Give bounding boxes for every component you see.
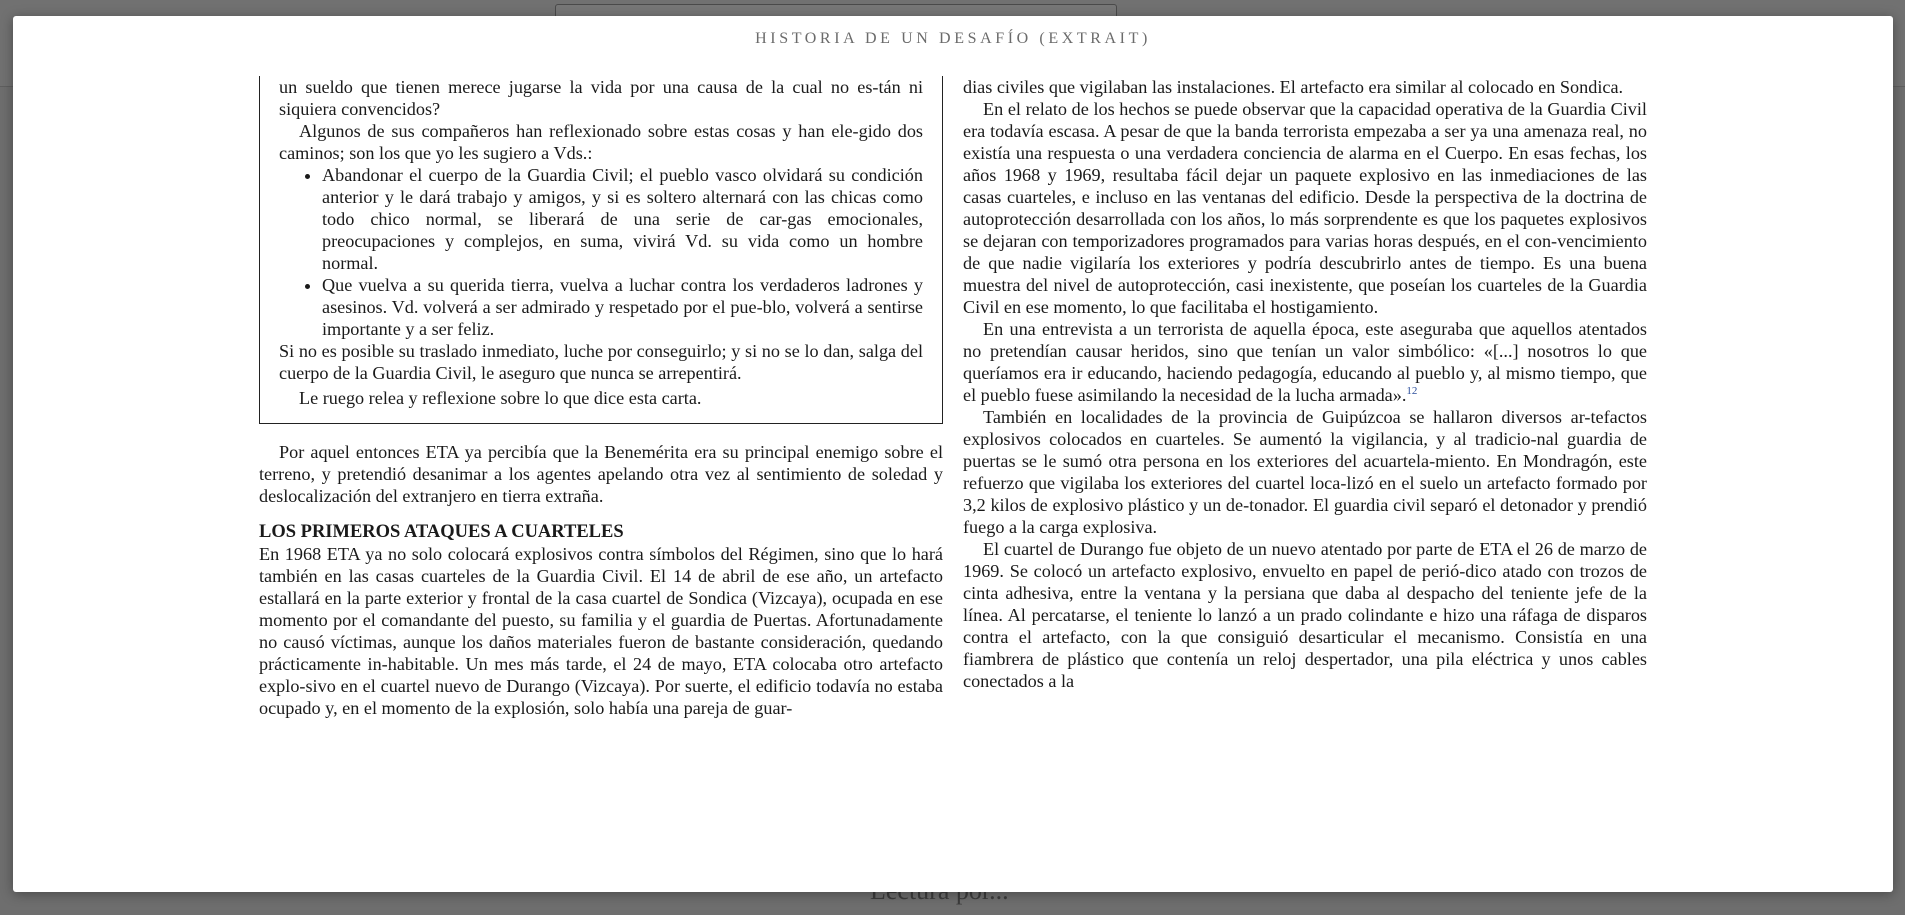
letter-box [259,76,943,424]
preview-modal [13,16,1893,892]
letter-paragraph: Si no es posible su traslado inmediato, luche por conseguirlo; y si no se lo dan, salga del cuerpo de la Guardia Civil, le aseguro que nunca se arrepentirá. [279,341,923,383]
letter-bullet: • Que vuelva a su querida tierra, vuelva a luchar contra los verdaderos ladrones y asesinos. Vd. volverá a ser admirado y respetado por el pue-blo, volverá a sentirse importante y a ser feliz. [322,274,923,340]
letter-bullet-list [279,164,923,340]
body-paragraph: En el relato de los hechos se puede observar que la capacidad operativa de la Guardia Civil era todavía escasa. A pesar de que la banda terrorista empezaba a ser ya una amenaza real, no existía una respuesta o una verdadera conciencia de alarma en el Cuerpo. En esas fechas, los años 1968 y 1969, resultaba fácil dejar un paquete explosivo en las inmediaciones de las casas cuarteles, e incluso en las ventanas del edificio. Desde la perspectiva de la doctrina de autoprotección desarrollada con los años, lo más sorprendente es que los paquetes explosivos se dejaran con temporizadores programados para varias horas después, en el con-vencimiento de que nadie vigilaría los exteriores y podría descubrirlo antes de tiempo. Es una buena muestra del nivel de autoprotección, casi inexistente, que poseían los cuarteles de la Guardia Civil en ese momento, lo que facilitaba el hostigamiento. [963,99,1647,317]
letter-paragraph: Algunos de sus compañeros han reflexionado sobre estas cosas y han ele-gido dos caminos; son los que yo les sugiero a Vds.: [279,121,923,163]
right-column [963,76,1647,692]
section-heading: LOS PRIMEROS ATAQUES A CUARTELES [259,522,624,542]
body-paragraph: Por aquel entonces ETA ya percibía que la Benemérita era su principal enemigo sobre el terreno, y pretendió desanimar a los agentes apelando otra vez al sentimiento de soledad y deslocalización del extranjero en tierra extraña. [259,442,943,506]
body-paragraph [963,318,1647,406]
body-paragraph: En 1968 ETA ya no solo colocará explosivos contra símbolos del Régimen, sino que lo hará también en las casas cuarteles de la Guardia Civil. El 14 de abril de ese año, un artefacto estallará en la parte exterior y frontal de la casa cuartel de Sondica (Vizcaya), ocupada en ese momento por el comandante del puesto, su familia y el guardia de Puertas. Afortunadamente no causó víctimas, aunque los daños materiales fueron de bastante consideración, quedando prácticamente in-habitable. Un mes más tarde, el 24 de mayo, ETA colocaba otro artefacto explo-sivo en el cuartel nuevo de Durango (Vizcaya). Por suerte, el edificio todavía no estaba ocupado y, en el momento de la explosión, solo había una pareja de guar- [259,544,943,718]
book-page [13,76,1893,836]
letter-bullet: • Abandonar el cuerpo de la Guardia Civil; el pueblo vasco olvidará su condición anterior y le dará trabajo y amigos, y si es soltero alternará con las chicas como todo chico normal, se liberará de una serie de car-gas emocionales, preocupaciones y complejos, en suma, vivirá Vd. su vida como un hombre normal. [322,164,923,274]
left-column [259,76,943,719]
body-paragraph: dias civiles que vigilaban las instalaciones. El artefacto era similar al colocado en Sondica. [963,77,1624,97]
letter-paragraph: un sueldo que tienen merece jugarse la vida por una causa de la cual no es-tán ni siquiera convencidos? [279,77,923,119]
body-paragraph: También en localidades de la provincia de Guipúzcoa se hallaron diversos ar-tefactos explosivos colocados en cuarteles. Se aumentó la vigilancia, y al tradicio-nal guardia de puertas se le sumó otra persona en los exteriores del acuartela-miento. En Mondragón, este refuerzo que vigilaba los exteriores del cuartel loca-lizó en el suelo un artefacto formado por 3,2 kilos de explosivo plástico y un de-tonador. El guardia civil separó el detonador y prendió fuego a la carga explosiva. [963,407,1647,537]
footnote-link[interactable]: 12 [1406,384,1418,397]
body-paragraph: El cuartel de Durango fue objeto de un nuevo atentado por parte de ETA el 26 de marzo de 1969. Se colocó un artefacto explosivo, envuelto en papel de perió-dico atado con trozos de cinta adhesiva, entre la ventana y la persiana que daba al despacho del teniente jefe de la línea. Al percatarse, el teniente lo lanzó a un prado colindante e hizo una ráfaga de disparos contra el artefacto, con la que consiguió desarticular el mecanismo. Consistía en una fiambrera de plástico que contenía un reloj despertador, una pila eléctrica y unos cables conectados a la [963,539,1647,691]
quote-text: En una entrevista a un terrorista de aquella época, este aseguraba que aquellos atentados no pretendían causar heridos, sino que tenían un valor simbólico: «[...] nosotros lo que queríamos era ir educando, haciendo pedagogía, educando al pueblo y, al mismo tiempo, que el pueblo fuese asimilando la necesidad de la lucha armada». [963,319,1647,405]
modal-title: HISTORIA DE UN DESAFÍO (EXTRAIT) [755,30,1151,47]
letter-paragraph: Le ruego relea y reflexione sobre lo que dice esta carta. [299,388,702,408]
